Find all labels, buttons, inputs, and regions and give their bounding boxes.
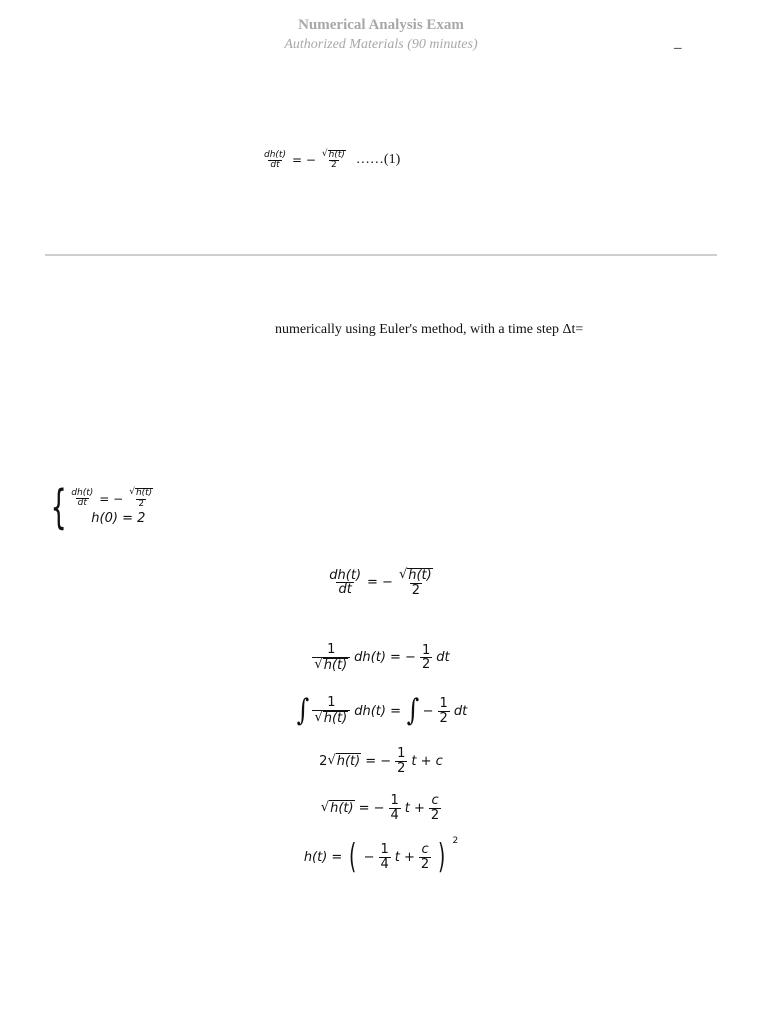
- sqrt-symbol: √ h(t): [314, 656, 348, 673]
- ivp-lhs-fraction: [69, 489, 95, 509]
- step2-middle: dh(t) = −: [354, 650, 416, 666]
- step6-minus: −: [363, 849, 375, 865]
- step2-rhs-numerator: 1: [421, 642, 431, 658]
- step6-denominator-1: 4: [380, 856, 389, 872]
- eq1-lhs-fraction: [262, 151, 288, 171]
- page-title: Numerical Analysis Exam: [298, 17, 464, 33]
- section-divider: [45, 254, 717, 256]
- instruction-text: numerically using Euler's method, with a time step Δt=: [275, 322, 584, 337]
- step4-rhs-denominator: 2: [397, 760, 406, 776]
- solution-step-4: [0, 747, 762, 775]
- integral-sign: ∫: [406, 693, 420, 728]
- equation-1: [262, 150, 400, 171]
- step1-numerator: dh(t): [329, 567, 362, 583]
- step1-rhs-numerator: [397, 568, 435, 583]
- integral-sign: ∫: [296, 693, 309, 728]
- step5-denominator-1: 4: [390, 807, 399, 823]
- step2-rhs-denominator: 2: [421, 657, 431, 673]
- step6-middle: t +: [394, 849, 415, 865]
- ivp-ode-line: [69, 488, 155, 509]
- step1-rhs-fraction: [397, 568, 435, 597]
- initial-value-problem: [44, 480, 155, 534]
- ivp-lines: [69, 488, 155, 526]
- step5-middle: t +: [404, 800, 425, 816]
- page-subtitle: Authorized Materials (90 minutes): [284, 37, 478, 52]
- left-paren: (: [349, 837, 357, 877]
- step2-rhs-fraction: [420, 644, 432, 672]
- step4-operator: = −: [365, 753, 392, 769]
- step1-rhs-denominator: 2: [411, 582, 420, 598]
- step2-denominator: [312, 657, 350, 673]
- ivp-lhs-denominator: dt: [77, 498, 87, 508]
- initial-condition: h(0) = 2: [91, 510, 146, 526]
- step3-middle: dh(t) =: [354, 703, 401, 719]
- eq1-lhs-numerator: dh(t): [264, 149, 286, 160]
- step2-lhs-fraction: [312, 643, 350, 672]
- step6-fraction-1: [379, 843, 391, 871]
- ivp-rhs-fraction: [127, 488, 155, 509]
- solution-step-6: [0, 836, 762, 877]
- step6-denominator-2: 2: [420, 856, 430, 872]
- step2-tail: dt: [436, 650, 450, 666]
- ivp-rhs-numerator: [127, 488, 155, 498]
- right-paren: ): [438, 837, 446, 877]
- ivp-equals-minus: = −: [99, 491, 124, 506]
- step6-fraction-2: [419, 843, 431, 871]
- step1-lhs-fraction: [327, 569, 363, 597]
- step6-lhs: h(t) =: [303, 849, 343, 865]
- step2-numerator: 1: [327, 642, 336, 657]
- eq1-rhs-denominator: 2: [331, 160, 337, 171]
- eq1-rhs-numerator: [320, 150, 348, 160]
- left-brace: {: [50, 480, 67, 534]
- step3-rhs-denominator: 2: [439, 710, 448, 726]
- step6-exponent: 2: [452, 836, 459, 846]
- step5-operator: = −: [358, 800, 385, 816]
- step5-numerator-2: c: [431, 793, 439, 808]
- sqrt-symbol: √ h(t): [320, 800, 354, 817]
- solution-step-5: [0, 794, 762, 822]
- eq1-rhs-fraction: [320, 150, 348, 171]
- step5-denominator-2: 2: [430, 807, 440, 823]
- sqrt-symbol: √ h(t): [321, 149, 345, 160]
- step1-operator: = −: [367, 575, 393, 591]
- step4-rhs-fraction: [395, 747, 407, 775]
- step3-numerator: 1: [327, 695, 336, 711]
- step3-rhs-fraction: [438, 697, 450, 725]
- corner-mark: –: [674, 40, 682, 56]
- step3-lhs-fraction: [312, 696, 350, 725]
- sqrt-symbol: √ h(t): [129, 487, 153, 499]
- step4-tail: t + c: [411, 753, 443, 769]
- step4-rhs-numerator: 1: [397, 746, 406, 761]
- solution-step-3: [0, 693, 762, 728]
- eq1-lhs-denominator: dt: [270, 159, 280, 170]
- step3-rhs-numerator: 1: [439, 695, 448, 711]
- solution-step-2: [0, 643, 762, 672]
- step4-coefficient: 2: [319, 753, 328, 769]
- sqrt-symbol: √ h(t): [398, 567, 432, 583]
- step5-numerator-1: 1: [390, 793, 399, 808]
- step3-tail: dt: [453, 703, 468, 719]
- step6-numerator-2: c: [421, 841, 429, 857]
- step1-denominator: dt: [338, 582, 352, 598]
- step3-minus: −: [422, 703, 434, 719]
- step3-denominator: [312, 710, 350, 726]
- equation-number-label: ……(1): [355, 152, 401, 168]
- solution-step-1: [0, 568, 762, 597]
- sqrt-symbol: √ h(t): [314, 710, 348, 726]
- step5-fraction-1: [389, 794, 401, 822]
- ivp-rhs-denominator: 2: [138, 498, 145, 509]
- ivp-lhs-numerator: dh(t): [71, 487, 94, 498]
- step5-fraction-2: [429, 794, 441, 822]
- sqrt-symbol: √ h(t): [327, 753, 361, 770]
- eq1-equals-minus: = −: [291, 153, 316, 168]
- step6-numerator-1: 1: [380, 841, 389, 857]
